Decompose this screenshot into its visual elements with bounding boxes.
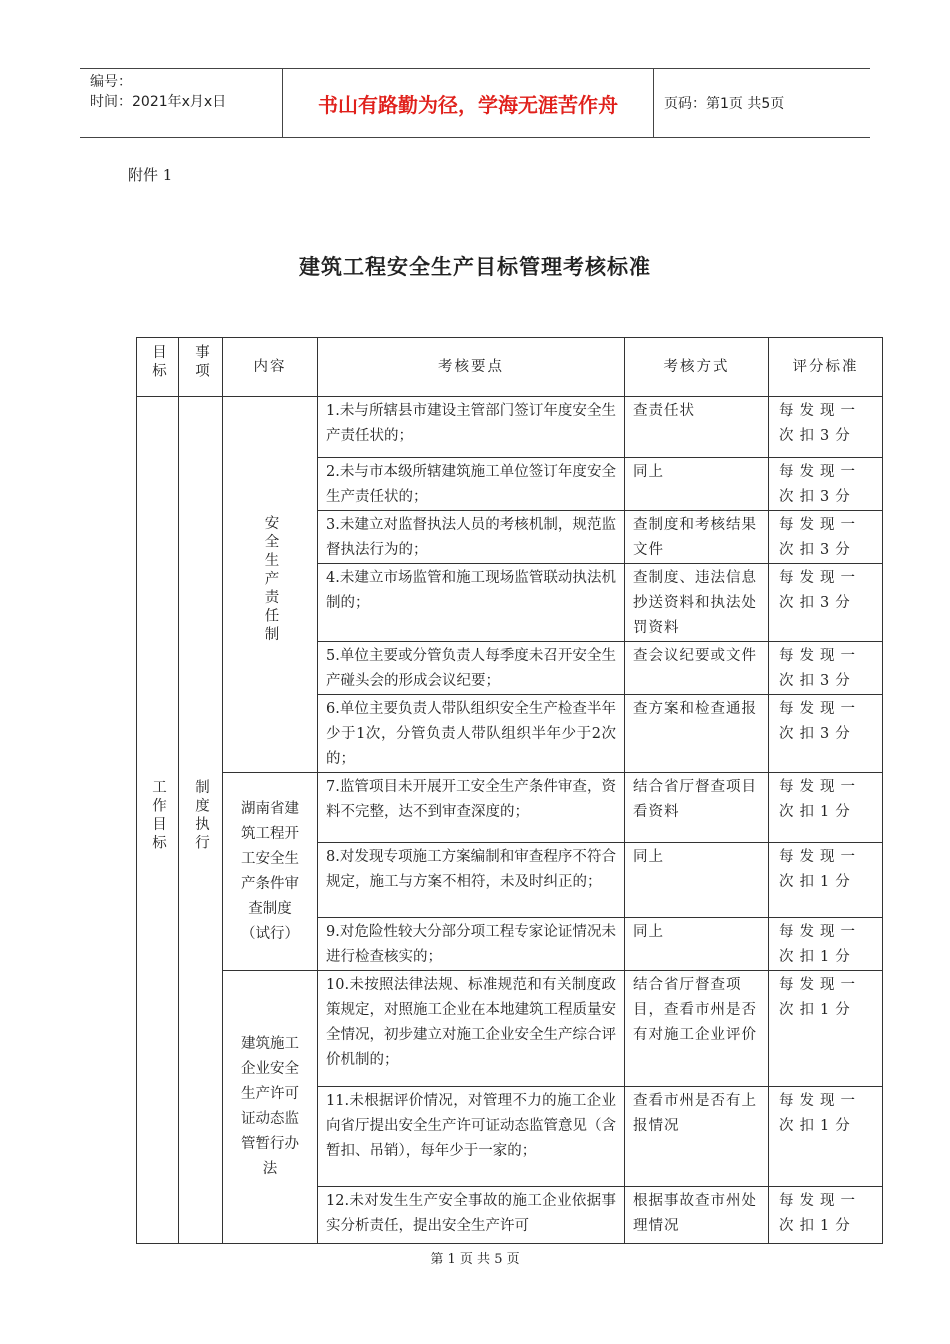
- key-point: 8.对发现专项施工方案编制和审查程序不符合规定，施工与方案不相符，未及时纠正的；: [318, 843, 625, 918]
- score: 每发现一次扣1分: [769, 918, 883, 971]
- method: 同上: [625, 918, 769, 971]
- table-row: [137, 971, 883, 1087]
- method: 同上: [625, 843, 769, 918]
- key-point: 11.未根据评价情况，对管理不力的施工企业向省厅提出安全生产许可证动态监管意见（含暂扣、吊销），每年少于一家的；: [318, 1087, 625, 1187]
- method: 查方案和检查通报: [625, 695, 769, 773]
- header-content: 内容: [223, 338, 318, 397]
- attachment-label: 附件 1: [128, 166, 173, 184]
- table-row: [137, 397, 883, 458]
- content-group-1: 安全生产责任制: [223, 397, 318, 773]
- table-row: [137, 773, 883, 843]
- page-title: 建筑工程安全生产目标管理考核标准: [299, 255, 651, 279]
- score: 每发现一次扣3分: [769, 564, 883, 642]
- key-point: 3.未建立对监督执法人员的考核机制，规范监督执法行为的；: [318, 511, 625, 564]
- score: 每发现一次扣1分: [769, 843, 883, 918]
- item-cell: 制度执行: [179, 397, 223, 1244]
- header-method: 考核方式: [625, 338, 769, 397]
- page-footer: 第 1 页 共 5 页: [430, 1252, 520, 1267]
- header-scoring: 评分标准: [769, 338, 883, 397]
- method: 根据事故查市州处理情况: [625, 1187, 769, 1244]
- time-label: 时间：2021年x月x日: [90, 94, 227, 110]
- score: 每发现一次扣3分: [769, 458, 883, 511]
- header-item: 事项: [179, 338, 223, 397]
- key-point: 5.单位主要或分管负责人每季度未召开安全生产碰头会的形成会议纪要；: [318, 642, 625, 695]
- key-point: 2.未与市本级所辖建筑施工单位签订年度安全生产责任状的；: [318, 458, 625, 511]
- document-header: [80, 68, 870, 138]
- score: 每发现一次扣3分: [769, 397, 883, 458]
- score: 每发现一次扣1分: [769, 1187, 883, 1244]
- score: 每发现一次扣3分: [769, 511, 883, 564]
- standards-table: [136, 337, 883, 1244]
- key-point: 12.未对发生生产安全事故的施工企业依据事实分析责任，提出安全生产许可: [318, 1187, 625, 1244]
- method: 查看市州是否有上报情况: [625, 1087, 769, 1187]
- method: 查制度、违法信息抄送资料和执法处罚资料: [625, 564, 769, 642]
- goal-cell: 工作目标: [137, 397, 179, 1244]
- score: 每发现一次扣1分: [769, 1087, 883, 1187]
- score: 每发现一次扣1分: [769, 773, 883, 843]
- key-point: 7.监管项目未开展开工安全生产条件审查，资料不完整，达不到审查深度的；: [318, 773, 625, 843]
- header-key-points: 考核要点: [318, 338, 625, 397]
- key-point: 6.单位主要负责人带队组织安全生产检查半年少于1次，分管负责人带队组织半年少于2次的；: [318, 695, 625, 773]
- method: 查责任状: [625, 397, 769, 458]
- table-header-row: [137, 338, 883, 397]
- header-motto: 书山有路勤为径，学海无涯苦作舟: [283, 69, 654, 137]
- content-group-2: 湖南省建筑工程开工安全生产条件审查制度（试行）: [223, 773, 318, 971]
- key-point: 10.未按照法律法规、标准规范和有关制度政策规定，对照施工企业在本地建筑工程质量安全情况，初步建立对施工企业安全生产综合评价机制的；: [318, 971, 625, 1087]
- method: 结合省厅督查项目，查看市州是否有对施工企业评价: [625, 971, 769, 1087]
- score: 每发现一次扣1分: [769, 971, 883, 1087]
- header-page-label: 页码：第1页 共5页: [664, 96, 785, 112]
- content-group-3: 建筑施工企业安全生产许可证动态监管暂行办法: [223, 971, 318, 1244]
- key-point: 9.对危险性较大分部分项工程专家论证情况未进行检查核实的；: [318, 918, 625, 971]
- method: 结合省厅督查项目看资料: [625, 773, 769, 843]
- score: 每发现一次扣3分: [769, 642, 883, 695]
- header-goal: 目标: [137, 338, 179, 397]
- key-point: 1.未与所辖县市建设主管部门签订年度安全生产责任状的；: [318, 397, 625, 458]
- key-point: 4.未建立市场监管和施工现场监管联动执法机制的；: [318, 564, 625, 642]
- score: 每发现一次扣3分: [769, 695, 883, 773]
- number-label: 编号：: [90, 74, 132, 90]
- header-meta: [80, 69, 283, 137]
- method: 查会议纪要或文件: [625, 642, 769, 695]
- method: 查制度和考核结果文件: [625, 511, 769, 564]
- method: 同上: [625, 458, 769, 511]
